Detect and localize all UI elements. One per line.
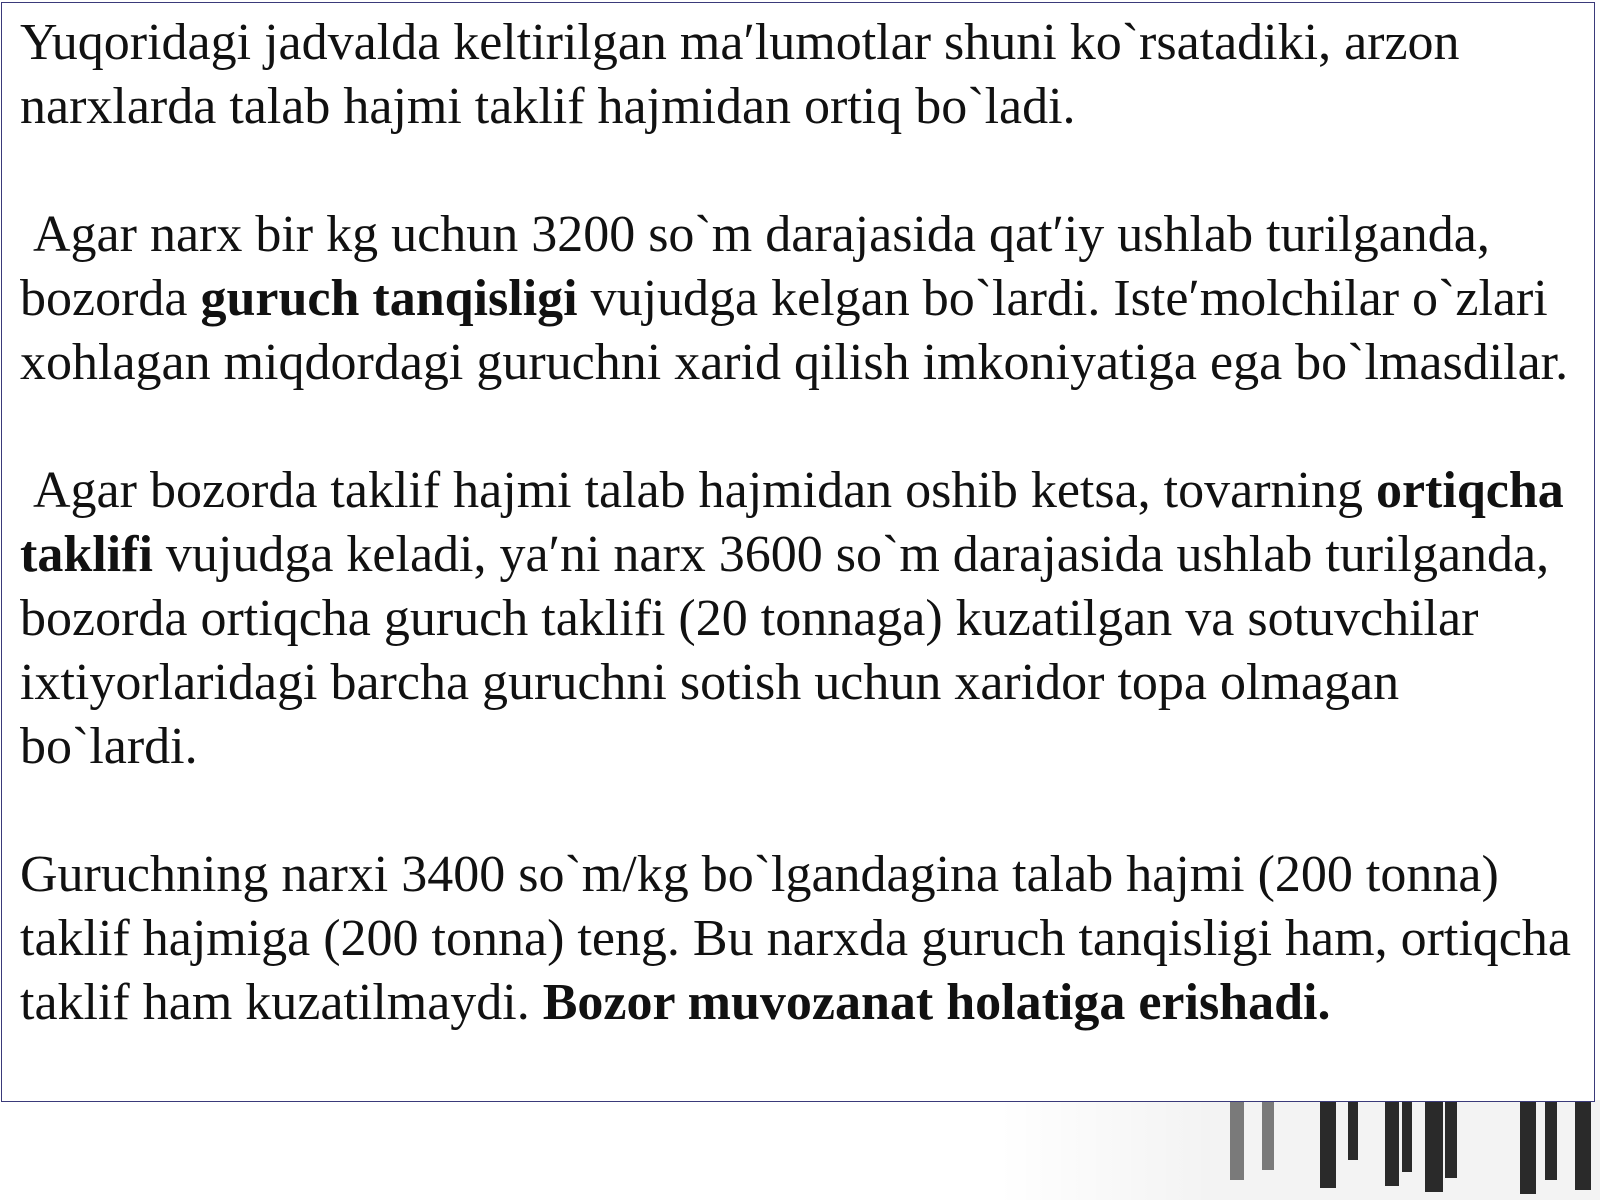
bold-text-run: Bozor muvozanat holatiga erishadi.	[542, 974, 1331, 1031]
paragraph-4	[20, 843, 1576, 1035]
text-run: Agar narx bir kg uchun 3200 so`m darajasida qat′iy ushlab turilganda, bozorda	[20, 206, 1490, 327]
paragraph-3	[20, 459, 1576, 779]
text-run: Agar bozorda taklif hajmi talab hajmidan oshib ketsa, tovarning	[33, 462, 1376, 519]
paragraph-1	[20, 11, 1576, 139]
text-run: vujudga kelgan bo`lardi. Iste′molchilar o`zlari xohlagan miqdordagi guruchni xarid qilish imkoniyatiga ega bo`lmasdilar.	[20, 270, 1569, 391]
text-run: vujudga keladi, ya′ni narx 3600 so`m darajasida ushlab turilganda, bozorda ortiqcha guruch taklifi (20 tonnaga) kuzatilgan va sotuvchilar ixtiyorlaridagi barcha guruchni sotish uchun xaridor topa olmagan bo`lardi.	[20, 526, 1550, 775]
people-silhouettes-image	[1000, 1100, 1600, 1200]
text-run: Yuqoridagi jadvalda keltirilgan ma′lumotlar shuni ko`rsatadiki, arzon narxlarda talab hajmi taklif hajmidan ortiq bo`ladi.	[20, 14, 1460, 135]
paragraph-2	[20, 203, 1576, 395]
text-run: Guruchning narxi 3400 so`m/kg bo`lgandagina talab hajmi (200 tonna) taklif hajmiga (200 tonna) teng. Bu narxda guruch tanqisligi ham, ortiqcha taklif ham kuzatilmaydi.	[20, 846, 1571, 1031]
paragraph-gap	[20, 139, 1576, 203]
bold-text-run: guruch tanqisligi	[200, 270, 578, 327]
paragraph-gap	[20, 395, 1576, 459]
bold-text-run: ortiqcha taklifi	[20, 462, 1564, 583]
paragraph-gap	[20, 779, 1576, 843]
text-box	[1, 2, 1595, 1102]
